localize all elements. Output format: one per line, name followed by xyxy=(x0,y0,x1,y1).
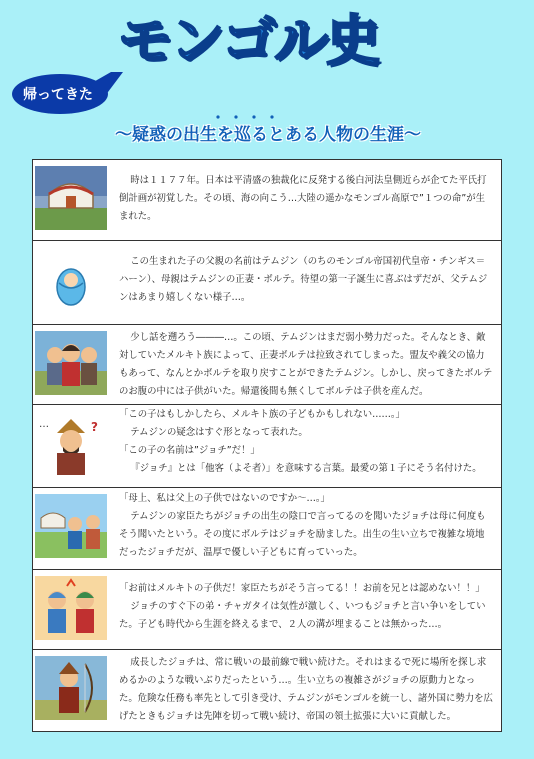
row-text xyxy=(119,329,493,401)
svg-text:…: … xyxy=(39,419,49,430)
row-line: 「お前はメルキトの子供だ！家臣たちがそう言ってる！！お前を兄とは認めない！！」 xyxy=(119,583,485,594)
story-row xyxy=(33,241,501,325)
temujin-icon xyxy=(35,413,107,477)
row-line: ジョチのすぐ下の弟・チャガタイは気性が激しく、いつもジョチと言い争いをしていた。子ども時代から生涯を終えるまで、２人の溝が埋まることは無かった…。 xyxy=(119,601,486,630)
speech-bubble xyxy=(10,72,116,116)
jochi-mother-icon xyxy=(35,494,107,558)
story-row xyxy=(33,650,501,733)
row-line: この生まれた子の父親の名前はテムジン（のちのモンゴル帝国初代皇帝・チンギス＝ハーン）、母親はテムジンの正妻・ボルテ。待望の第一子誕生に喜ぶはずだが、父テムジンはあまり嬉しくない様子…。 xyxy=(119,256,488,303)
row-line: テムジンの家臣たちがジョチの出生の陰口で言ってるのを聞いたジョチは母に何度もそう聞いたという。その度にボルテはジョチを励ました。出生の生い立ちで複雑な境地だったジョチだが、温厚で優しい子どもに育っていった。 xyxy=(119,511,486,558)
bubble-label: 帰ってきた xyxy=(23,87,93,103)
yurt-icon xyxy=(35,166,107,230)
archer-icon xyxy=(35,656,107,720)
row-text xyxy=(119,172,493,226)
row-line: 成長したジョチは、常に戦いの最前線で戦い続けた。それはまるで死に場所を探し求めるかのような戦いぶりだったという…。生い立ちの複雑さがジョチの原動力となった。危険な任務も率先として引き受け、テムジンがモンゴルを統一し、諸外国に勢力を広げたときもジョチは先陣を切って戦い続け、帝国の領土拡張に大いに貢献した。 xyxy=(119,657,493,722)
row-text xyxy=(119,580,493,634)
story-row xyxy=(33,570,501,650)
row-line: 「この子はもしかしたら、メルキト族の子どもかもしれない……。」 xyxy=(119,409,405,420)
baby-icon xyxy=(35,253,107,317)
story-table xyxy=(32,159,502,732)
row-line: 『ジョチ』とは「他客（よそ者）」を意味する言葉。最愛の第１子にそう名付けた。 xyxy=(130,463,482,474)
row-text xyxy=(119,253,493,307)
page-subtitle: ～疑惑の出生を巡るとある人物の生涯～ xyxy=(115,125,421,145)
row-text xyxy=(119,490,493,562)
warriors-icon xyxy=(35,331,107,395)
story-row xyxy=(33,405,501,488)
page-title: モンゴル史 xyxy=(118,9,378,72)
row-text xyxy=(119,406,493,478)
story-row xyxy=(33,325,501,405)
row-line: 「母上、私は父上の子供ではないのですか～…。」 xyxy=(119,493,330,504)
story-row xyxy=(33,160,501,241)
svg-text:?: ? xyxy=(91,420,98,434)
brothers-icon xyxy=(35,576,107,640)
row-text xyxy=(119,654,493,726)
row-line: 少し話を遡ろう―――…。この頃、テムジンはまだ弱小勢力だった。そんなとき、敵対していたメルキト族によって、正妻ボルテは拉致されてしまった。盟友や義父の協力もあって、なんとかボルテを取り戻すことができたテムジン。しかし、戻ってきたボルテのお腹の中には子供がいた。帰還後間も無くしてボルテは子供を産んだ。 xyxy=(119,332,493,397)
row-line: 「この子の名前は”ジョチ”だ！」 xyxy=(119,445,260,456)
story-row xyxy=(33,488,501,570)
row-line: 時は１１７７年。日本は平清盛の独裁化に反発する後白河法皇側近らが企てた平氏打倒計画が初覚した。その頃、海の向こう…大陸の遥かなモンゴル高原で”１つの命”が生まれた。 xyxy=(119,175,487,222)
row-line: テムジンの疑念はすぐ形となって表れた。 xyxy=(130,427,308,438)
